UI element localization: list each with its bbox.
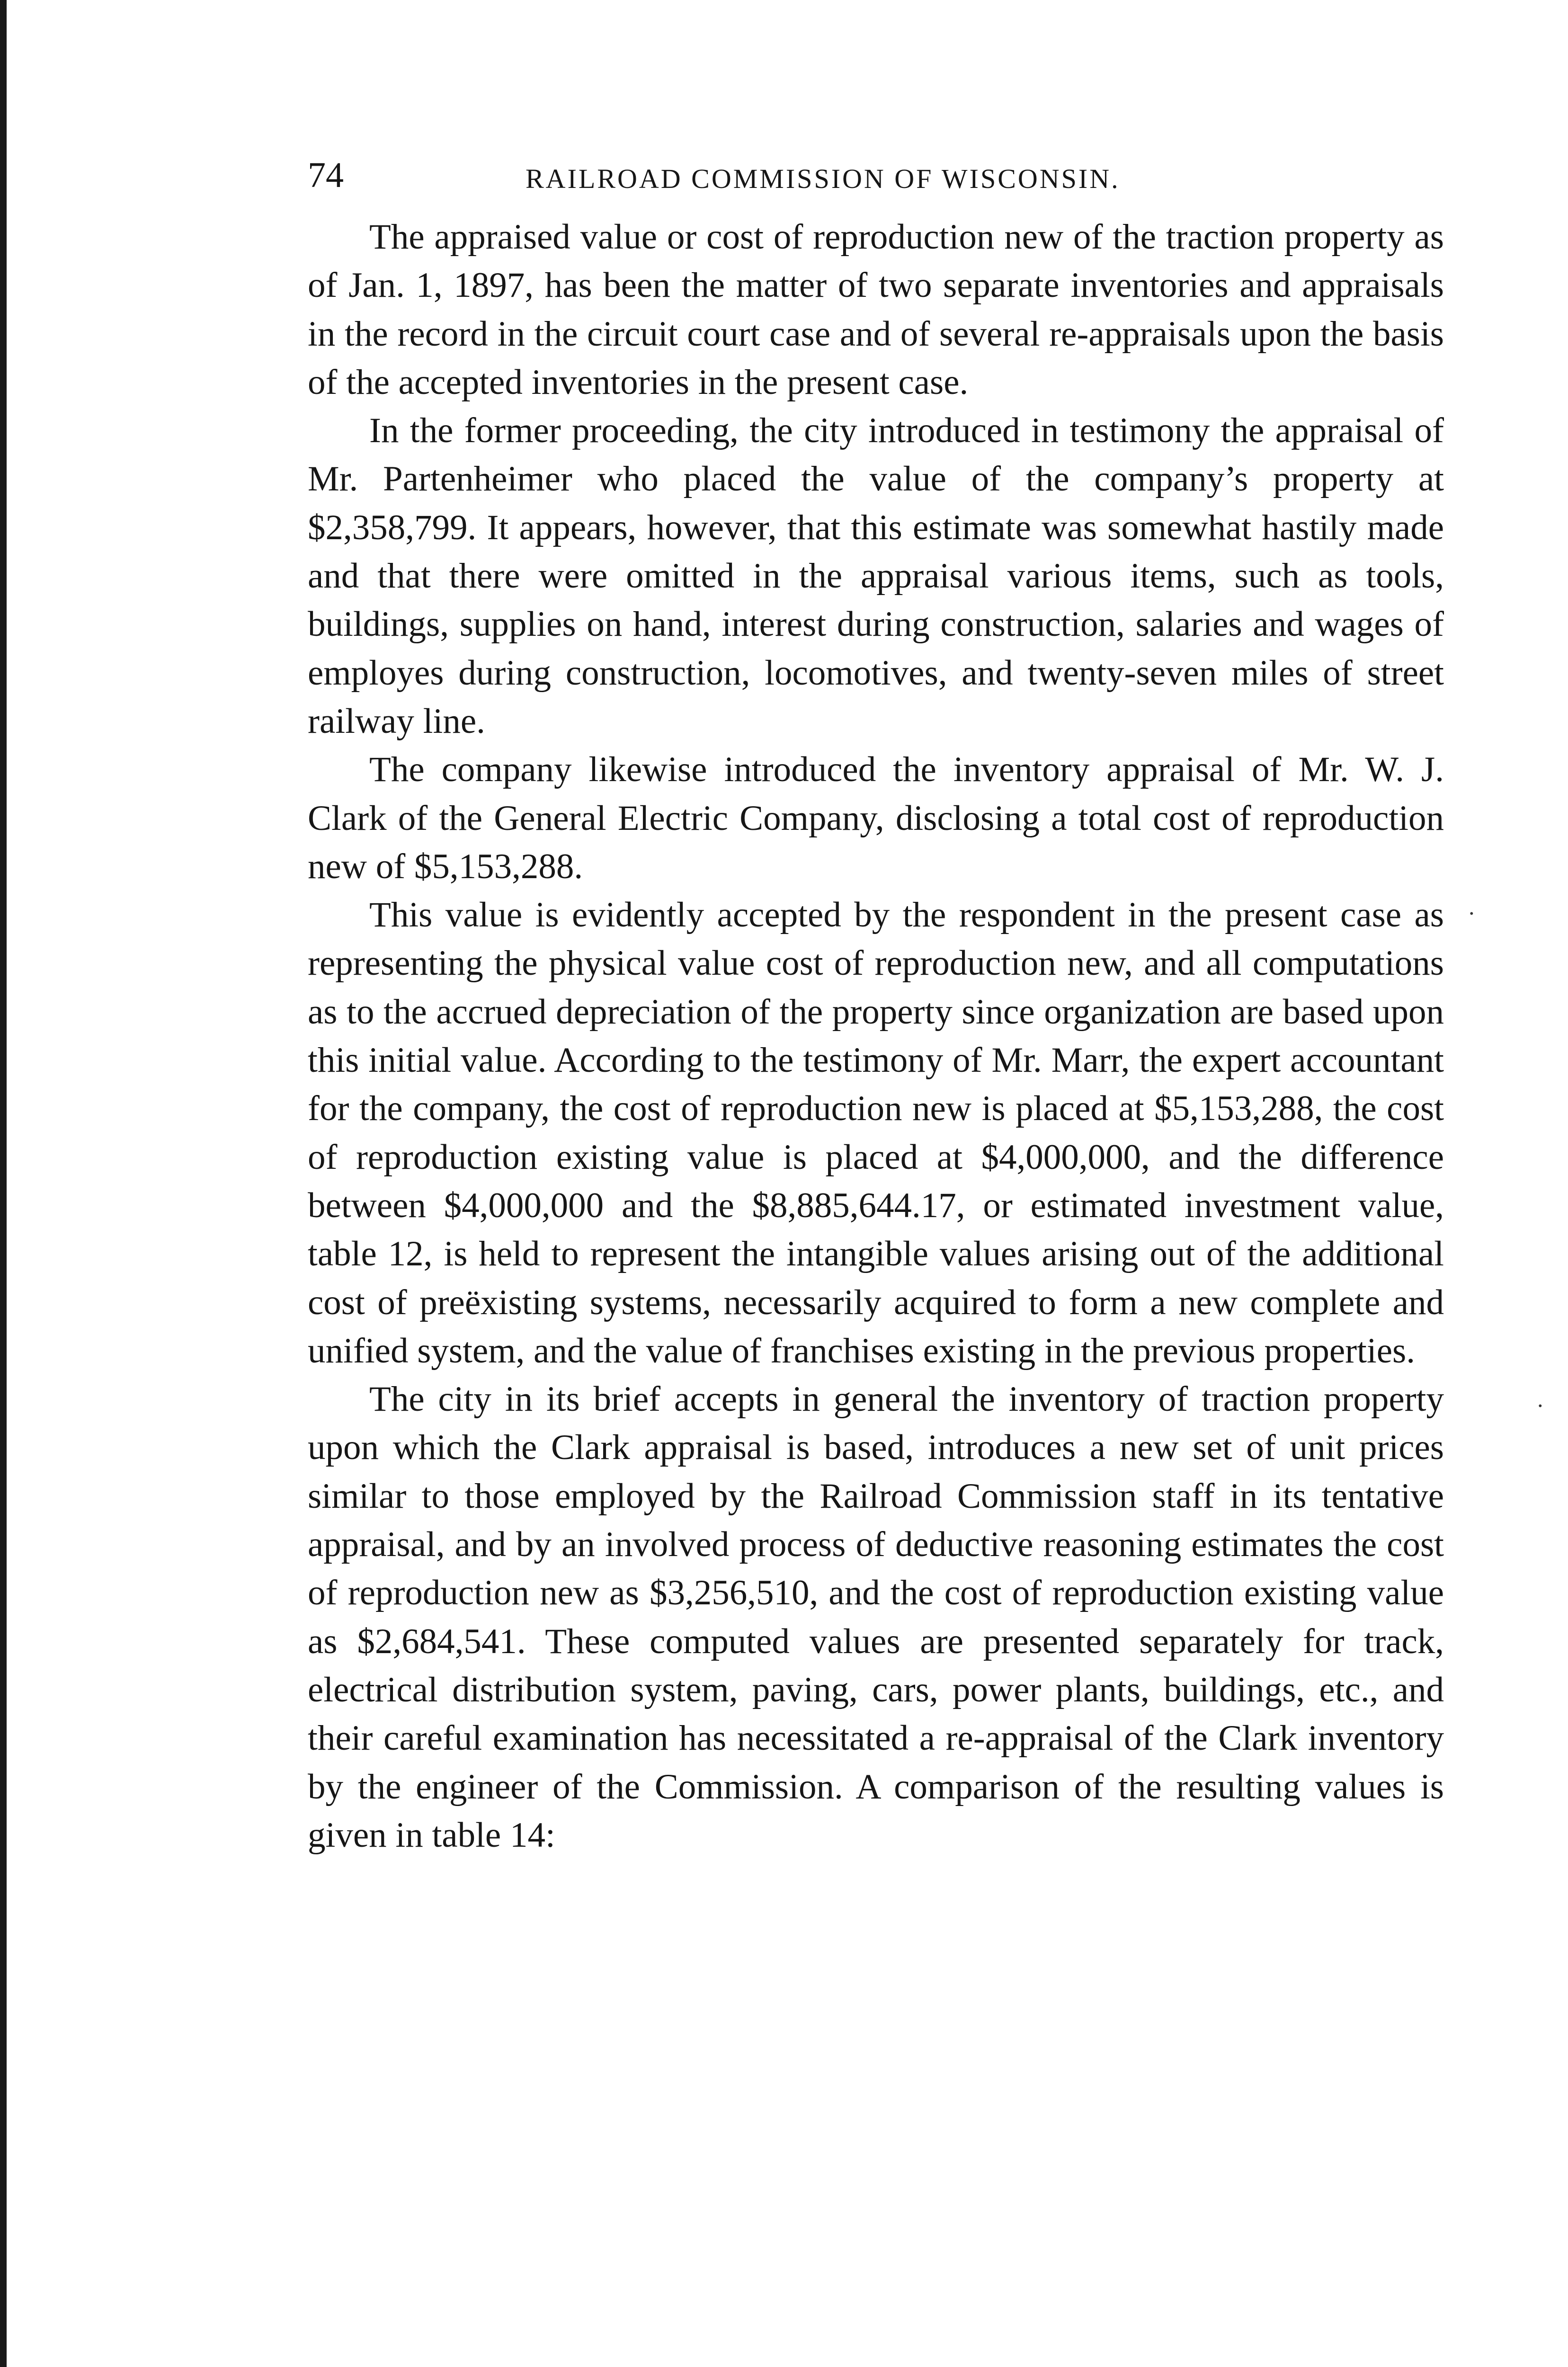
paragraph-3: The company likewise introduced the inventory appraisal of Mr. W. J. Clark of the General Electric Company, disclosing a total cost of reproduction new of $5,153,288. (308, 750, 1444, 886)
paragraph-5: The city in its brief accepts in general the inventory of traction property upon which the Clark appraisal is based, introduces a new set of unit prices similar to those employed by the Railroad Commission staff in its tentative appraisal, and by an involved process of deductive reasoning estimates the cost of reproduction new as $3,256,510, and the cost of reproduction existing value as $2,684,541. These computed values are presented separately for track, electrical distribution system, paving, cars, power plants, buildings, etc., and their careful examination has necessitated a re-appraisal of the Clark inventory by the engineer of the Commission. A comparison of the resulting values is given in table 14: (308, 1379, 1444, 1855)
body-text (308, 213, 1444, 1860)
scan-speck: · (1536, 1392, 1544, 1419)
paragraph-4: This value is evidently accepted by the respondent in the present case as representing the physical value cost of reproduction new, and all computations as to the accrued depreciation of the property since organization are based upon this initial value. According to the testimony of Mr. Marr, the expert accountant for the company, the cost of reproduction new is placed at $5,153,288, the cost of reproduction existing value is placed at $4,000,000, and the difference between $4,000,000 and the $8,885,644.17, or estimated investment value, table 12, is held to represent the intangible values arising out of the additional cost of preëxisting systems, necessarily acquired to form a new complete and unified system, and the value of franchises existing in the previous properties. (308, 895, 1444, 1370)
page-number: 74 (308, 155, 344, 195)
paragraph-1: The appraised value or cost of reproduction new of the traction property as of Jan. 1, 1897, has been the matter of two separate inventories and appraisals in the record in the circuit court case and of several re-appraisals upon the basis of the accepted inventories in the present case. (308, 217, 1444, 402)
document-page (308, 151, 1444, 1860)
paragraph-2: In the former proceeding, the city introduced in testimony the appraisal of Mr. Partenheimer who placed the value of the company’s property at $2,358,799. It appears, however, that this estimate was somewhat hastily made and that there were omitted in the appraisal various items, such as tools, buildings, supplies on hand, interest during construction, salaries and wages of employes during construction, locomotives, and twenty-seven miles of street railway line. (308, 411, 1444, 741)
page-header (308, 151, 1444, 213)
scan-left-edge (0, 0, 7, 2367)
scan-speck: · (1468, 900, 1476, 926)
running-head: RAILROAD COMMISSION OF WISCONSIN. (526, 163, 1120, 194)
